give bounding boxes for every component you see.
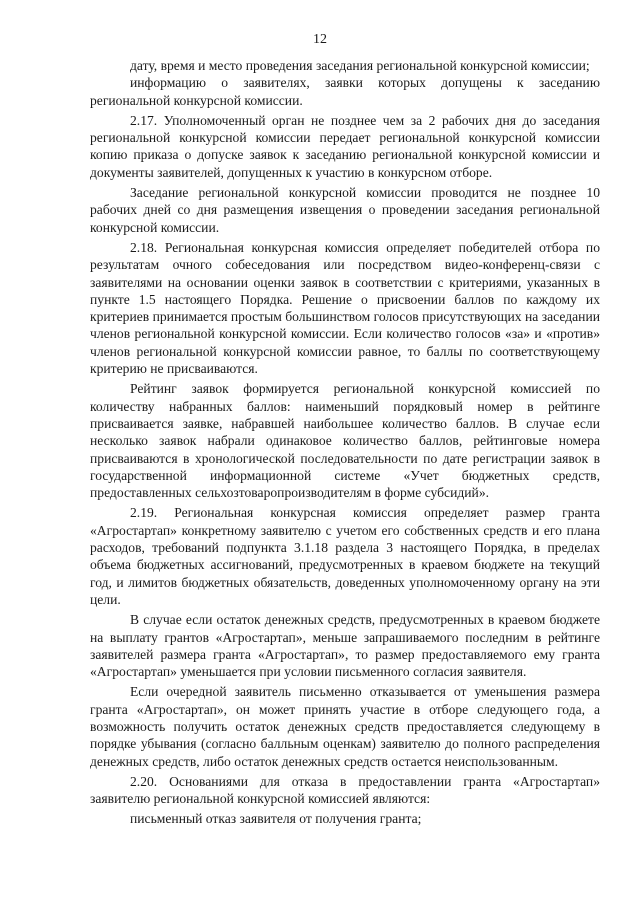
paragraph: Если очередной заявитель письменно отказывается от уменьшения размера гранта «Агростартап», он может принять участие в отборе следующего года, а возможность получить остаток денежных средств предоставляется следующему в порядке убывания (согласно балльным оценкам) заявителю до полного распределения денежных средств, либо остаток денежных средств остается неиспользованным. [90,684,600,769]
paragraph: Рейтинг заявок формируется региональной конкурсной комиссией по количеству набранных баллов: наименьший порядковый номер в рейтинге присваивается заявке, набравшей наибольшее количество баллов. В случае если несколько заявок набрали одинаковое количество баллов, рейтинговые номера присваиваются в хронологической последовательности по дате регистрации заявок в государственной информационной системе «Учет бюджетных средств, предоставленных сельхозтоваропроизводителям в форме субсидий». [90,381,600,501]
paragraph: информацию о заявителях, заявки которых допущены к заседанию региональной конкурсной комиссии. [90,75,600,108]
document-body [90,57,600,831]
paragraph: 2.18. Региональная конкурсная комиссия определяет победителей отбора по результатам очного собеседования или посредством видео-конференц-связи с заявителями на основании оценки заявок в соответствии с критериями, указанных в пункте 1.5 настоящего Порядка. Решение о присвоении баллов по каждому их критериев принимается простым большинством голосов присутствующих на заседании членов региональной конкурсной комиссии. Если количество голосов «за» и «против» членов региональной конкурсной комиссии равное, то баллы по соответствующему критерию не присваиваются. [90,239,600,377]
paragraph: Заседание региональной конкурсной комиссии проводится не позднее 10 рабочих дней со дня размещения извещения о проведении заседания региональной конкурсной комиссии. [90,185,600,235]
paragraph: дату, время и место проведения заседания региональной конкурсной комиссии; [130,58,590,73]
paragraph: 2.19. Региональная конкурсная комиссия определяет размер гранта «Агростартап» конкретному заявителю с учетом его собственных средств и его плана расходов, требований подпункта 3.1.18 раздела 3 настоящего Порядка, в пределах объема бюджетных ассигнований, предусмотренных в краевом бюджете на текущий год, и лимитов бюджетных обязательств, доведенных уполномоченному органу на эти цели. [90,505,600,607]
paragraph: В случае если остаток денежных средств, предусмотренных в краевом бюджете на выплату грантов «Агростартап», меньше запрашиваемого последним в рейтинге заявителей размера гранта «Агростартап», то размер предоставляемого ему гранта «Агростартап» уменьшается при условии письменного согласия заявителя. [90,612,600,680]
paragraph: 2.17. Уполномоченный орган не позднее чем за 2 рабочих дня до заседания региональной конкурсной комиссии передает региональной конкурсной комиссии копию приказа о допуске заявок к заседанию региональной конкурсной комиссии и документы заявителей, допущенных к участию в конкурсном отборе. [90,112,600,180]
paragraph: 2.20. Основаниями для отказа в предоставлении гранта «Агростартап» заявителю региональной конкурсной комиссией являются: [90,773,600,807]
paragraph: письменный отказ заявителя от получения гранта; [130,811,422,827]
page-number: 12 [313,32,327,47]
